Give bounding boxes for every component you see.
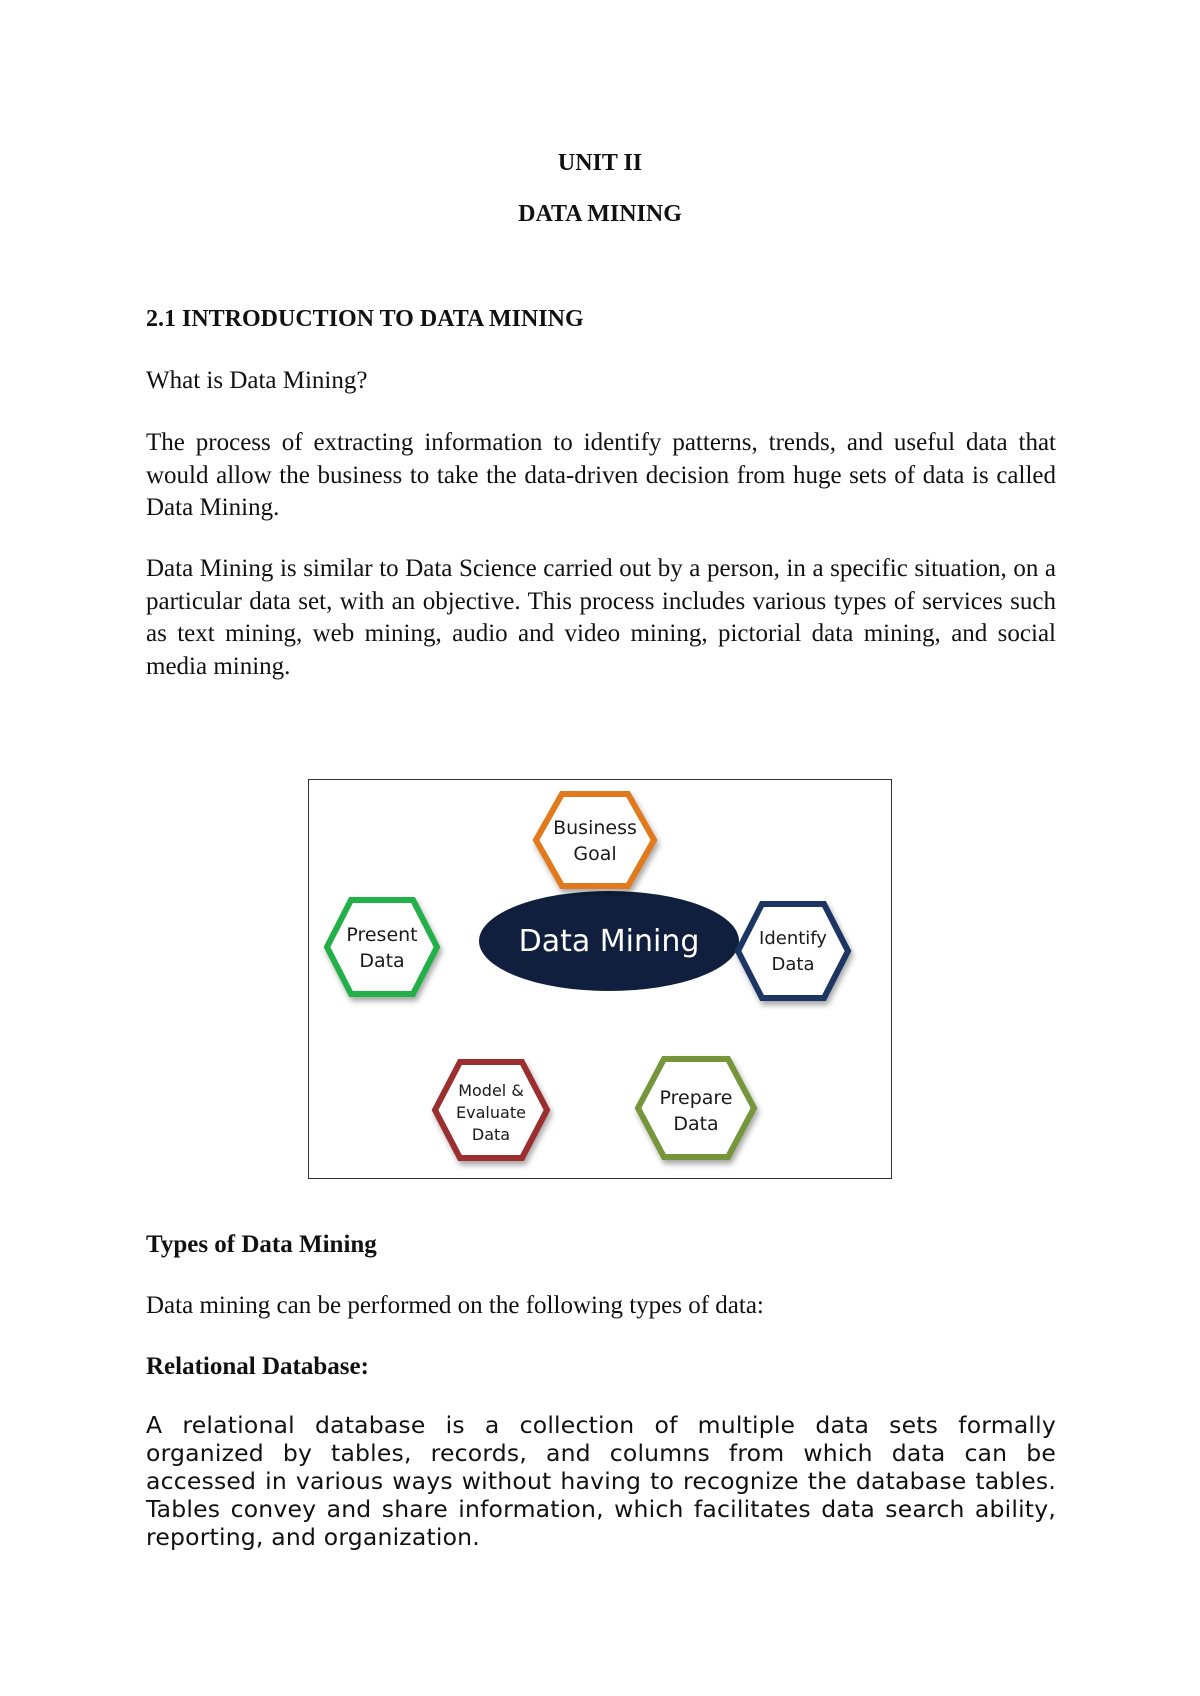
question-heading: What is Data Mining? — [146, 367, 368, 394]
section-heading: 2.1 INTRODUCTION TO DATA MINING — [146, 306, 584, 332]
subject-title: DATA MINING — [518, 201, 682, 227]
unit-title: UNIT II — [557, 150, 643, 176]
label-present-data: Present Data — [346, 924, 418, 972]
center-label: Data Mining — [518, 924, 700, 959]
label-identify-data: Identify Data — [759, 928, 827, 975]
label-business-goal: Business Goal — [553, 817, 637, 865]
paragraph-services: Data Mining is similar to Data Science carried out by a person, in a specific situation, on a particular data set, with an objective. This process includes various types of services such as text mining, web mining, audio and video mining, pictorial data mining, and social media mining. — [146, 555, 1056, 680]
paragraph-definition: The process of extracting information to identify patterns, trends, and useful data that would allow the business to take the data-driven decision from huge sets of data is called Data Mining. — [146, 429, 1056, 521]
label-model-evaluate: Model & Evaluate Data — [456, 1081, 526, 1144]
types-heading: Types of Data Mining — [146, 1231, 377, 1258]
types-intro: Data mining can be performed on the following types of data: — [146, 1292, 764, 1319]
relational-heading: Relational Database: — [146, 1353, 369, 1380]
label-prepare-data: Prepare Data — [659, 1087, 733, 1135]
relational-text: A relational database is a collection of multiple data sets formally organized by tables, records, and columns from which data can be accessed in various ways without having to recognize the database tables. Tables convey and share information, which facilitates data search ability, reporting, and organization. — [146, 1411, 1056, 1551]
data-mining-diagram — [308, 779, 892, 1179]
